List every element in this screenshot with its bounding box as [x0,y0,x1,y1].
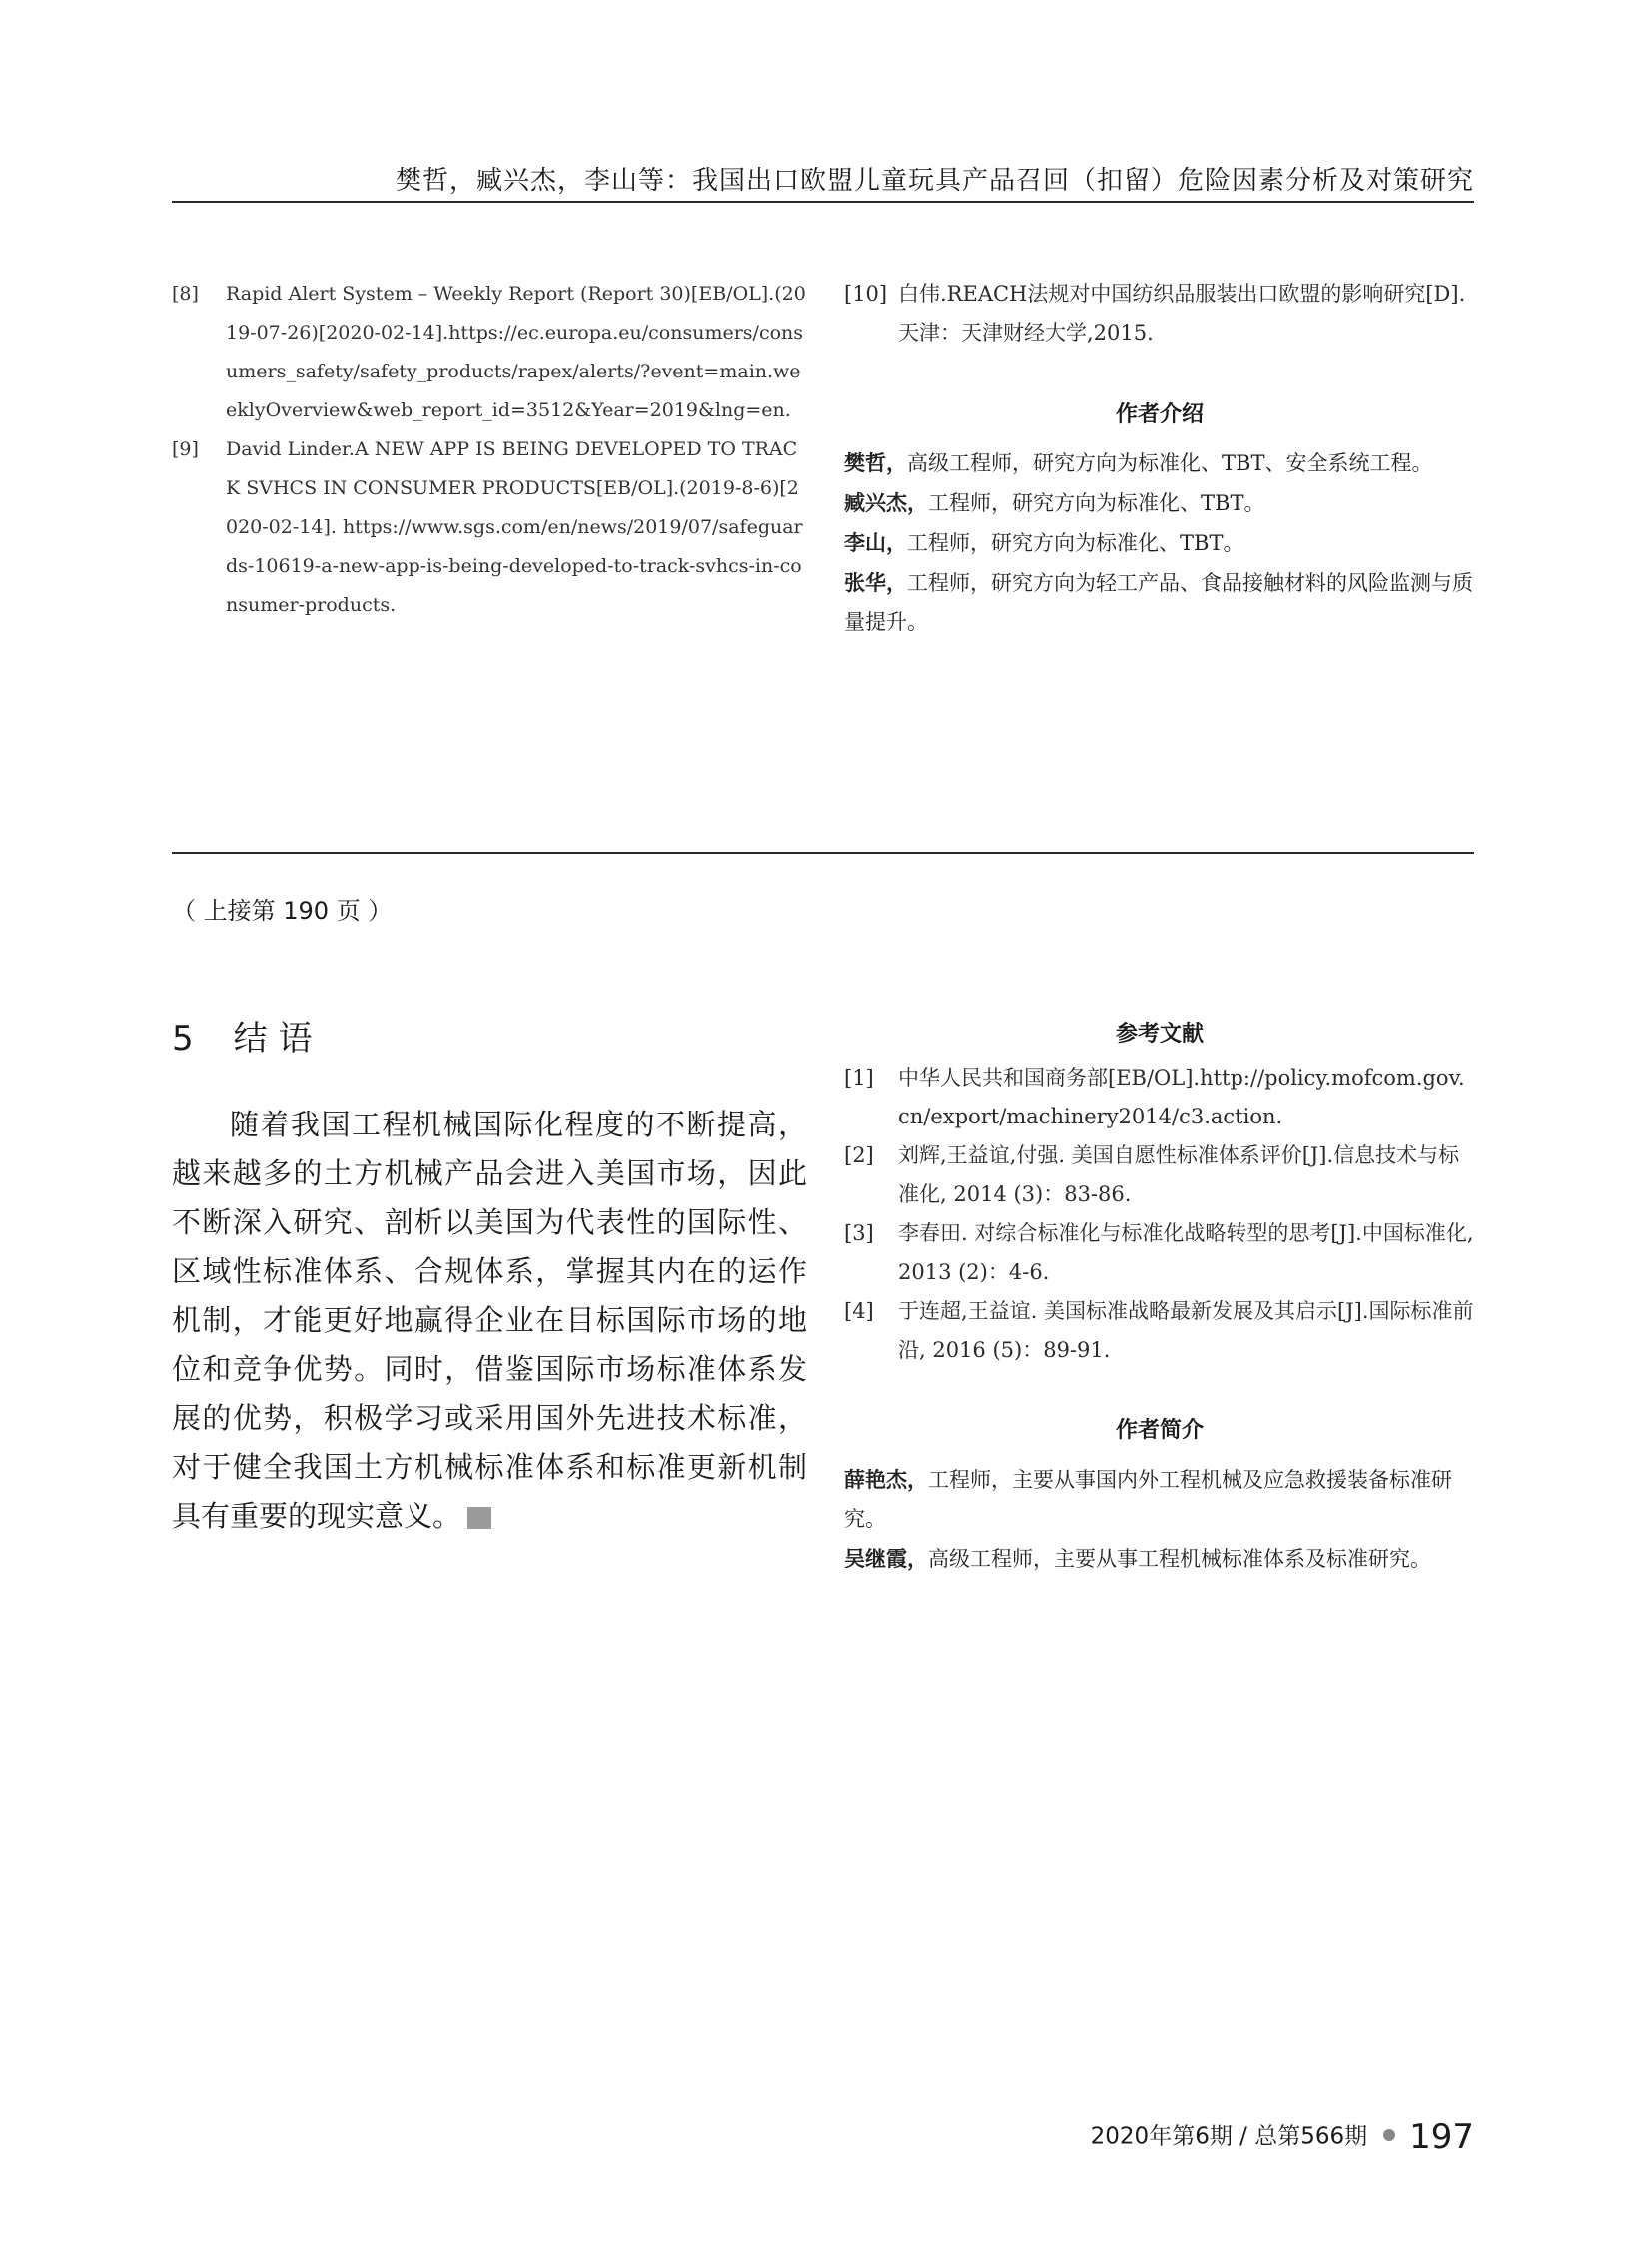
reference-text: 李春田. 对综合标准化与标准化战略转型的思考[J].中国标准化, 2013 (2)：4-6. [898,1221,1474,1284]
reference-text: 于连超,王益谊. 美国标准战略最新发展及其启示[J].国际标准前沿, 2016 (5)：89-91. [898,1299,1474,1362]
reference-item [172,430,806,625]
author-name: 臧兴杰， [844,490,928,515]
author-intro-heading: 作者介绍 [1115,402,1204,427]
bullet-icon [1383,2129,1395,2141]
top-references-right [844,275,1475,353]
body-paragraph: 随着我国工程机械国际化程度的不断提高，越来越多的土方机械产品会进入美国市场，因此不断深入研究、剖析以美国为代表性的国际性、区域性标准体系、合规体系，掌握其内在的运作机制，才能更好地赢得企业在目标国际市场的地位和竞争优势。同时，借鉴国际市场标准体系发展的优势，积极学习或采用国外先进技术标准，对于健全我国土方机械标准体系和标准更新机制具有重要的现实意义。 [172,1108,807,1533]
author-bio [844,523,1475,563]
end-of-article-icon [467,1507,491,1529]
reference-item [844,275,1475,353]
author-desc: 高级工程师，主要从事工程机械标准体系及标准研究。 [928,1547,1431,1571]
reference-text: 中华人民共和国商务部[EB/OL].http://policy.mofcom.gov.cn/export/machinery2014/c3.action. [898,1066,1465,1128]
continued-note: （ 上接第 190 页 ） [172,897,393,925]
section-number: 5 [172,1019,194,1059]
references-heading: 参考文献 [1115,1022,1204,1047]
reference-text: Rapid Alert System – Weekly Report (Report 30)[EB/OL].(2019-07-26)[2020-02-14].https://ec.europa.eu/consumers/consumers_safety/safety_products/rapex/alerts/?event=main.weeklyOverview&web_report_id=3512&Year=2019&lng=en. [226,283,806,421]
reference-item [844,1214,1475,1292]
author-desc: 工程师，研究方向为标准化、TBT。 [928,491,1265,515]
author-name: 李山， [844,530,907,555]
section-heading: 结 语 [233,1019,313,1059]
page-footer [1091,2117,1474,2157]
reference-number: [3] [844,1221,874,1245]
author-name: 樊哲， [844,450,907,475]
author-name: 张华， [844,570,907,595]
reference-item [844,1136,1475,1214]
author-bio [844,563,1475,642]
section-body [172,1101,807,1541]
author-brief-heading: 作者简介 [1115,1418,1204,1443]
reference-number: [10] [844,282,888,306]
top-references-left [172,275,806,625]
reference-item [844,1292,1475,1370]
author-brief-list [844,1460,1475,1579]
page-number: 197 [1409,2117,1474,2157]
reference-number: [1] [844,1066,874,1090]
reference-item [172,275,806,430]
reference-text: 刘辉,王益谊,付强. 美国自愿性标准体系评价[J].信息技术与标准化, 2014 (3)：83-86. [898,1143,1460,1206]
reference-number: [4] [844,1299,874,1323]
author-desc: 工程师，主要从事国内外工程机械及应急救援装备标准研究。 [844,1468,1452,1531]
reference-text: David Linder.A NEW APP IS BEING DEVELOPED TO TRACK SVHCS IN CONSUMER PRODUCTS[EB/OL].(2019-8-6)[2020-02-14]. https://www.sgs.com/en/news/2019/07/safeguards-10619-a-new-app-is-being-developed-to-track-svhcs-in-consumer-products. [226,438,803,616]
author-desc: 工程师，研究方向为轻工产品、食品接触材料的风险监测与质量提升。 [844,571,1473,634]
reference-item [844,1059,1475,1136]
author-bio [844,443,1475,483]
author-desc: 高级工程师，研究方向为标准化、TBT、安全系统工程。 [907,451,1433,475]
author-bio [844,483,1475,523]
header-rule [172,201,1474,203]
author-intro-list [844,443,1475,642]
reference-number: [8] [172,283,199,305]
author-desc: 工程师，研究方向为标准化、TBT。 [907,531,1244,555]
section-title [172,1011,312,1060]
reference-number: [2] [844,1143,874,1167]
reference-text: 白伟.REACH法规对中国纺织品服装出口欧盟的影响研究[D].天津：天津财经大学,2015. [898,282,1466,345]
article-divider [172,852,1474,854]
author-name: 薛艳杰， [844,1467,928,1492]
author-bio [844,1460,1475,1539]
running-header: 樊哲，臧兴杰，李山等：我国出口欧盟儿童玩具产品召回（扣留）危险因素分析及对策研究 [395,166,1474,196]
reference-number: [9] [172,438,199,460]
references-list [844,1059,1475,1370]
author-bio [844,1539,1475,1579]
author-name: 吴继霞， [844,1546,928,1571]
issue-info: 2020年第6期 / 总第566期 [1090,2123,1368,2150]
